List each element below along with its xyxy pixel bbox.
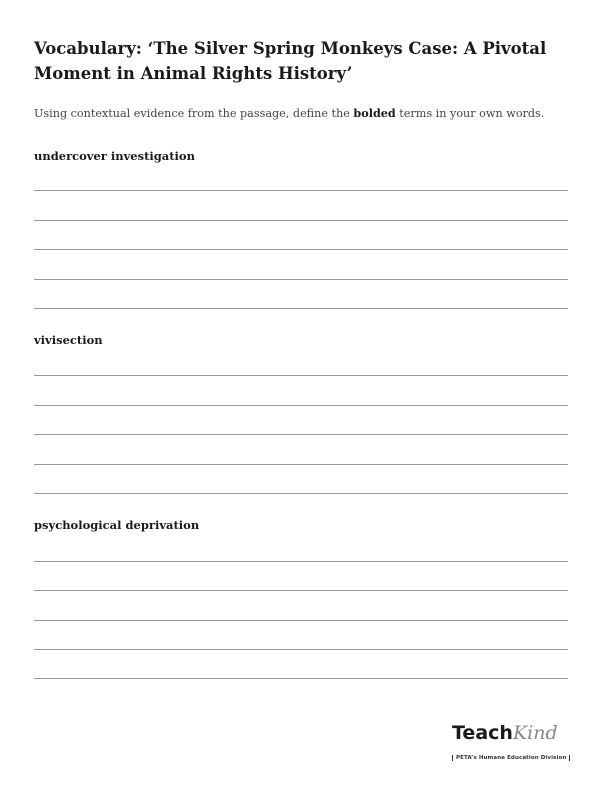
worksheet-title-line-1: Vocabulary: ‘The Silver Spring Monkeys Case: A Pivotal (34, 39, 547, 58)
logo-teach-text: Teach (452, 722, 513, 744)
answer-line[interactable] (34, 590, 568, 591)
answer-line[interactable] (34, 620, 568, 621)
logo-kind-text: Kind (512, 722, 558, 744)
instructions-text-after: terms in your own words. (395, 107, 545, 120)
instructions-bold-word: bolded (353, 106, 396, 120)
teachkind-logo (452, 722, 572, 763)
teachkind-wordmark (452, 722, 572, 744)
answer-line[interactable] (34, 561, 568, 562)
term-heading-3: psychological deprivation (34, 518, 200, 532)
worksheet-title (34, 36, 574, 86)
answer-line[interactable] (34, 308, 568, 309)
logo-tagline: PETA’s Humane Education Division (452, 755, 570, 761)
answer-line[interactable] (34, 493, 568, 494)
answer-line[interactable] (34, 405, 568, 406)
answer-line[interactable] (34, 375, 568, 376)
term-heading-2: vivisection (34, 333, 103, 347)
answer-line[interactable] (34, 464, 568, 465)
answer-line[interactable] (34, 649, 568, 650)
answer-line[interactable] (34, 220, 568, 221)
term-heading-1: undercover investigation (34, 149, 195, 163)
answer-line[interactable] (34, 249, 568, 250)
worksheet-title-line-2: Moment in Animal Rights History’ (34, 64, 353, 83)
instructions-text-before: Using contextual evidence from the passage, define the (34, 107, 354, 120)
instructions (34, 106, 584, 120)
answer-line[interactable] (34, 678, 568, 679)
answer-line[interactable] (34, 434, 568, 435)
answer-line[interactable] (34, 279, 568, 280)
answer-line[interactable] (34, 190, 568, 191)
